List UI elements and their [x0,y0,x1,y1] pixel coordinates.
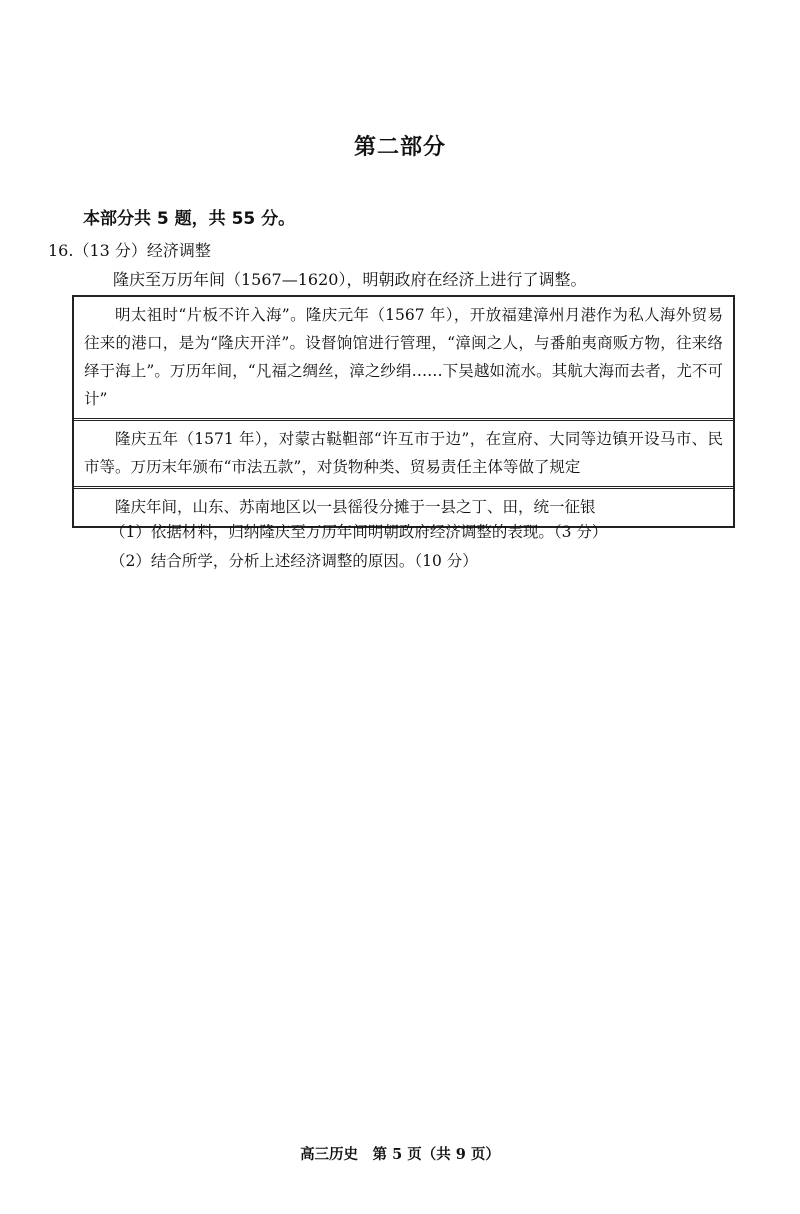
sub-question-2: （2）结合所学，分析上述经济调整的原因。（10 分） [110,552,478,570]
material-box-3: 隆庆年间，山东、苏南地区以一县徭役分摊于一县之丁、田，统一征银 [74,486,733,526]
sub-question-1: （1）依据材料，归纳隆庆至万历年间明朝政府经济调整的表现。（3 分） [110,523,608,541]
question-intro: 隆庆至万历年间（1567—1620），明朝政府在经济上进行了调整。 [113,270,587,289]
question-heading: 16.（13 分）经济调整 [48,241,211,260]
sub-question-list [110,518,607,576]
page-title: 第二部分 [353,135,446,160]
material-box-2: 隆庆五年（1571 年），对蒙古鞑靼部“许互市于边”，在宣府、大同等边镇开设马市、民市等。万历末年颁布“市法五款”，对货物种类、贸易责任主体等做了规定 [74,418,733,486]
material-box-1: 明太祖时“片板不许入海”。隆庆元年（1567 年），开放福建漳州月港作为私人海外贸易往来的港口，是为“隆庆开洋”。设督饷馆进行管理，“漳闽之人，与番舶夷商贩方物，往来络绎于海上”。万历年间，“凡福之绸丝，漳之纱绢……下吴越如流水。其航大海而去者，尤不可计” [84,306,723,408]
page-footer: 高三历史 第 5 页（共 9 页） [300,1146,500,1163]
section-intro: 本部分共 5 题，共 55 分。 [83,209,296,229]
material-table [72,295,735,528]
